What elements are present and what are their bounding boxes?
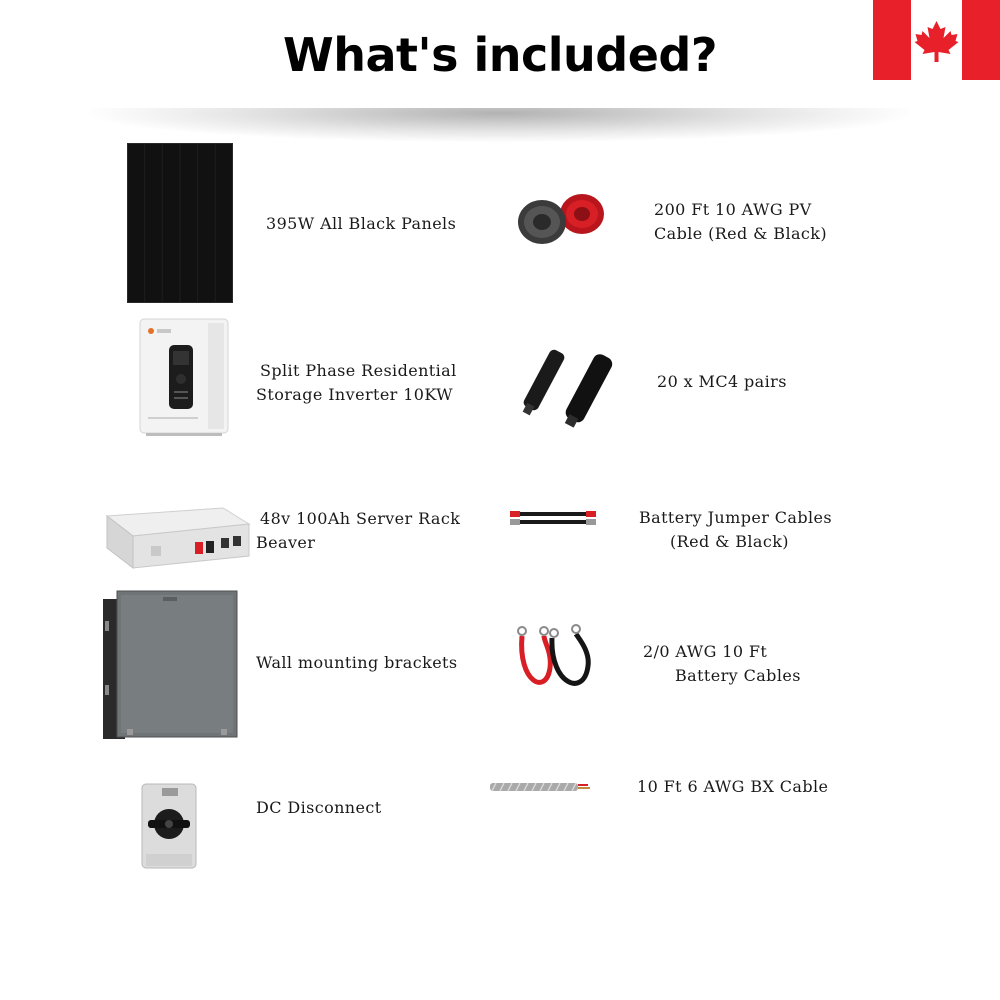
bx-cable-image [490, 781, 592, 793]
inverter-label-line2: Storage Inverter 10KW [256, 385, 454, 404]
panels-label: 395W All Black Panels [266, 214, 457, 233]
canada-flag-icon [873, 0, 1000, 80]
battery-cables-label [643, 640, 801, 688]
brackets-label: Wall mounting brackets [256, 653, 458, 672]
battery-label-line2: Beaver [256, 533, 316, 552]
battery-cables-image [510, 622, 602, 698]
inverter-label-line1: Split Phase Residential [260, 361, 457, 380]
inverter-image [138, 317, 230, 437]
pv-cable-coils-image [516, 188, 606, 250]
disconnect-label: DC Disconnect [256, 798, 382, 817]
server-rack-battery-image [103, 506, 253, 572]
jumper-label-line1: Battery Jumper Cables [639, 508, 832, 527]
battery-label-line1: 48v 100Ah Server Rack [260, 509, 461, 528]
dc-disconnect-image [140, 782, 198, 870]
solar-panel-image [127, 143, 233, 303]
page-title: What's included? [282, 28, 718, 82]
inverter-label [256, 359, 457, 407]
pv-cable-label-line2: Cable (Red & Black) [654, 224, 828, 243]
battery-cables-label-line1: 2/0 AWG 10 Ft [643, 642, 768, 661]
battery-label [256, 507, 460, 555]
jumper-label-line2: (Red & Black) [670, 532, 789, 551]
jumper-cables-image [510, 508, 596, 528]
mc4-label: 20 x MC4 pairs [657, 372, 787, 391]
pv-cable-label [654, 198, 827, 246]
pv-cable-label-line1: 200 Ft 10 AWG PV [654, 200, 812, 219]
battery-cables-label-line2: Battery Cables [675, 666, 801, 685]
header-shadow-divider [90, 108, 910, 142]
wall-bracket-cabinet-image [103, 589, 238, 741]
jumper-label [639, 506, 832, 554]
bx-cable-label: 10 Ft 6 AWG BX Cable [637, 777, 829, 796]
mc4-connectors-image [516, 330, 628, 432]
